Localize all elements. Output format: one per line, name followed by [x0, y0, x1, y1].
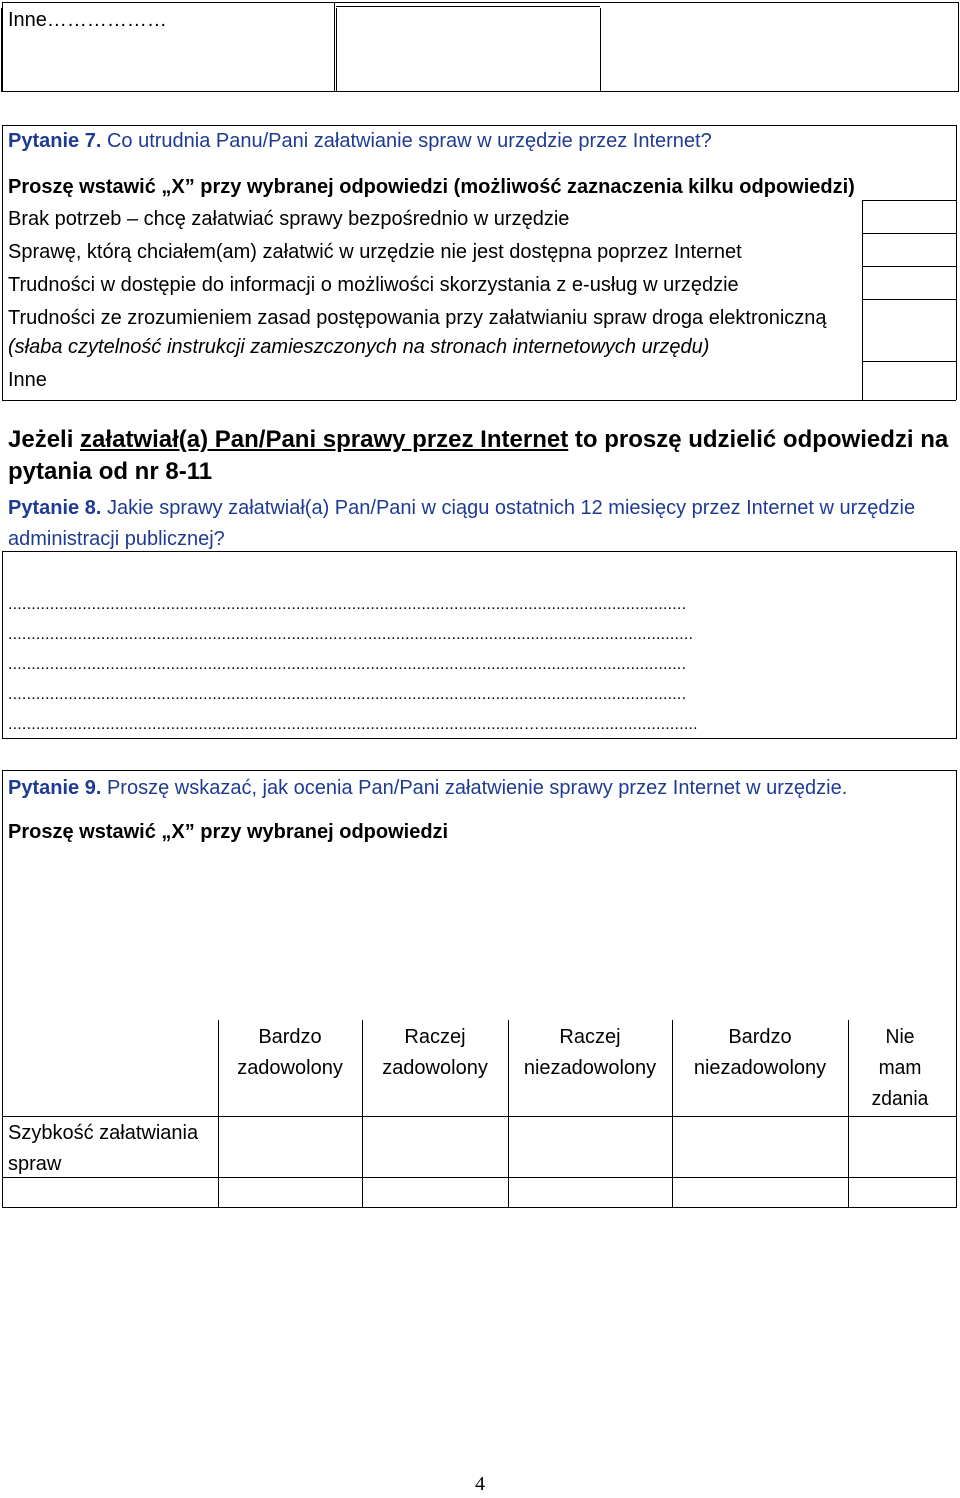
q9-cell-rather-dissatisfied[interactable] [509, 1117, 672, 1177]
q8-11-note: Jeżeli załatwiał(a) Pan/Pani sprawy przez Internet to proszę udzielić odpowiedzi na [8, 426, 949, 453]
q9-cell-very-satisfied[interactable] [219, 1117, 362, 1177]
q8-answer-line: .................................................................................................................................................. [8, 656, 687, 673]
note-underlined: załatwiał(a) Pan/Pani sprawy przez Internet [80, 426, 569, 453]
q8-answer-line: .................................................................................................................................................. [8, 596, 687, 613]
q9-heading [8, 776, 847, 800]
q7-checkbox-3[interactable] [863, 267, 956, 299]
q7-question: Co utrudnia Panu/Pani załatwianie spraw w urzędzie przez Internet? [106, 130, 712, 152]
q8-question-line2: administracji publicznej? [8, 528, 225, 550]
q9-row-label: Szybkość załatwiania spraw [8, 1122, 199, 1175]
top-row-label: Inne……………… [8, 9, 167, 31]
q8-answer-line: .................................................................................................................................................. [8, 686, 687, 703]
q7-checkbox-4[interactable] [863, 300, 956, 361]
q7-option-4-note: (słaba czytelność instrukcji zamieszczonych na stronach internetowych urzędu) [8, 336, 710, 358]
q8-11-note-line2: pytania od nr 8-11 [8, 458, 213, 485]
q9-question: Proszę wskazać, jak ocenia Pan/Pani załatwienie sprawy przez Internet w urzędzie. [106, 777, 848, 799]
q7-option-2: Sprawę, którą chciałem(am) załatwić w urzędzie nie jest dostępna poprzez Internet [8, 241, 742, 263]
q8-question: Jakie sprawy załatwiał(a) Pan/Pani w ciągu ostatnich 12 miesięcy przez Internet w urzędzie [106, 497, 916, 519]
q7-number: Pytanie 7. [8, 130, 102, 152]
q7-checkbox-1[interactable] [863, 201, 956, 233]
q9-cell-no-opinion[interactable] [849, 1117, 956, 1177]
q9-col-rather-dissatisfied: Raczej niezadowolony [523, 1026, 657, 1079]
q7-instruction: Proszę wstawić „X” przy wybranej odpowiedzi (możliwość zaznaczenia kilku odpowiedzi) [8, 176, 855, 198]
q7-heading [8, 129, 712, 153]
q9-col-very-satisfied: Bardzo zadowolony [237, 1026, 343, 1079]
q9-col-no-opinion: Nie mam zdania [871, 1026, 929, 1110]
q8-heading [8, 496, 915, 520]
q9-cell-very-dissatisfied[interactable] [673, 1117, 848, 1177]
q7-checkbox-2[interactable] [863, 234, 956, 266]
q9-number: Pytanie 9. [8, 777, 102, 799]
page-number: 4 [475, 1473, 485, 1495]
q7-option-4: Trudności ze zrozumieniem zasad postępowania przy załatwianiu spraw droga elektroniczną [8, 307, 827, 329]
q8-answer-area[interactable] [8, 590, 948, 740]
q7-option-3: Trudności w dostępie do informacji o możliwości skorzystania z e-usług w urzędzie [8, 274, 739, 296]
q7-option-1: Brak potrzeb – chcę załatwiać sprawy bezpośrednio w urzędzie [8, 208, 570, 230]
q9-col-rather-satisfied: Raczej zadowolony [382, 1026, 488, 1079]
q7-checkbox-5[interactable] [863, 362, 956, 400]
q9-instruction: Proszę wstawić „X” przy wybranej odpowiedzi [8, 821, 449, 843]
q8-number: Pytanie 8. [8, 497, 102, 519]
q9-cell-rather-satisfied[interactable] [363, 1117, 508, 1177]
q9-col-very-dissatisfied: Bardzo niezadowolony [693, 1026, 827, 1079]
q8-answer-line: ...............................................................................................................….................................. [8, 716, 698, 733]
q7-option-5: Inne [8, 369, 47, 391]
q8-answer-line: .........................................................................…....................................................................... [8, 626, 694, 643]
